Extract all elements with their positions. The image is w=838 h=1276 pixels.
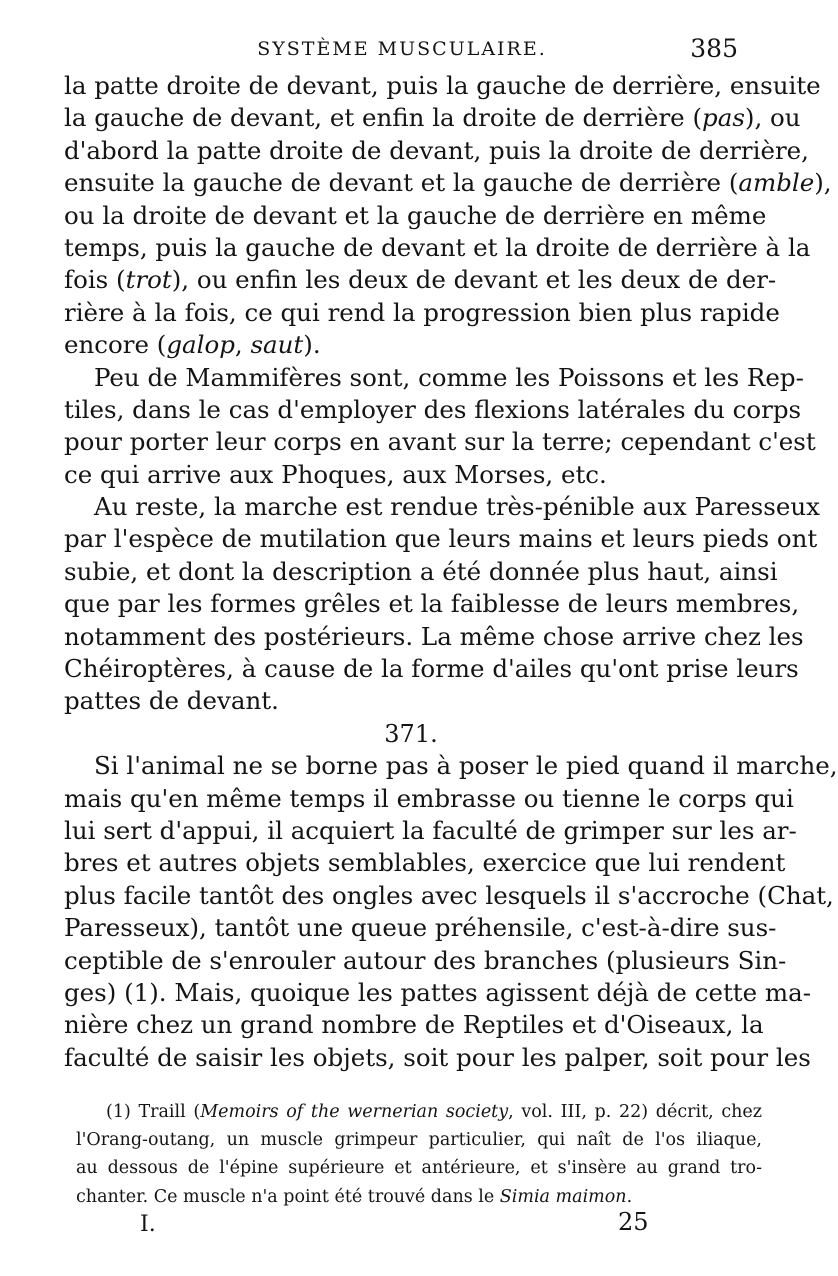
text-line: Au reste, la marche est rendue très-pénible aux Paresseux: [94, 492, 820, 522]
text-line: rière à la fois, ce qui rend la progression bien plus rapide: [64, 297, 780, 327]
page-header: [66, 34, 738, 68]
text-line: par l'espèce de mutilation que leurs mains et leurs pieds ont: [64, 524, 818, 554]
footnote: [76, 1098, 762, 1211]
text-line: notamment des postérieurs. La même chose arrive chez les: [64, 621, 804, 651]
text-line: tiles, dans le cas d'employer des flexions latérales du corps: [64, 394, 802, 424]
footnote-line: chanter. Ce muscle n'a point été trouvé dans le Simia maimon.: [76, 1186, 633, 1207]
text-line: Peu de Mammifères sont, comme les Poissons et les Rep-: [94, 362, 804, 392]
text-line: encore (galop, saut).: [64, 330, 321, 360]
text-line: Si l'animal ne se borne pas à poser le pied quand il marche,: [94, 751, 838, 781]
gait-term-pas: pas: [702, 103, 745, 133]
gait-term-amble: amble: [738, 168, 815, 198]
text-line: plus facile tantôt des ongles avec lesquels il s'accroche (Chat,: [64, 880, 834, 910]
signature-mark: I.: [140, 1212, 156, 1237]
text-line: mais qu'en même temps il embrasse ou tienne le corps qui: [64, 783, 794, 813]
running-title: SYSTÈME MUSCULAIRE.: [257, 38, 547, 60]
gait-term-trot: trot: [125, 265, 172, 295]
text-line: pattes de devant.: [64, 686, 279, 716]
text-line: d'abord la patte droite de devant, puis la droite de derrière,: [64, 135, 809, 165]
text-line: lui sert d'appui, il acquiert la faculté de grimper sur les ar-: [64, 815, 797, 845]
section-number: 371.: [384, 719, 438, 748]
gait-term-saut: saut: [250, 330, 304, 360]
text-line: temps, puis la gauche de devant et la droite de derrière à la: [64, 232, 811, 262]
page-number: 385: [690, 34, 738, 63]
text-line: Paresseux), tantôt une queue préhensile, c'est-à-dire sus-: [64, 913, 777, 943]
gathering-number: 25: [618, 1208, 649, 1236]
text-line: ce qui arrive aux Phoques, aux Morses, etc.: [64, 459, 607, 489]
text-line: Chéiroptères, à cause de la forme d'ailes qu'ont prise leurs: [64, 654, 799, 684]
paragraph-gaits: [64, 70, 832, 362]
text-line: ou la droite de devant et la gauche de derrière en même: [64, 200, 767, 230]
footnote-line: l'Orang-outang, un muscle grimpeur particulier, qui naît de l'os iliaque,: [76, 1130, 762, 1151]
text-line: ensuite la gauche de devant et la gauche de derrière (amble),: [64, 168, 832, 198]
text-line: la patte droite de devant, puis la gauche de derrière, ensuite: [64, 71, 821, 100]
text-line: faculté de saisir les objets, soit pour les palper, soit pour les: [64, 1042, 811, 1072]
text-line: la gauche de devant, et enfin la droite de derrière (pas), ou: [64, 103, 801, 133]
text-line: fois (trot), ou enfin les deux de devant et les deux de der-: [64, 265, 777, 295]
text-line: nière chez un grand nombre de Reptiles et d'Oiseaux, la: [64, 1010, 764, 1040]
footnote-line: (1) Traill (Memoirs of the wernerian society, vol. III, p. 22) décrit, chez: [106, 1102, 762, 1122]
text-line: que par les formes grêles et la faiblesse de leurs membres,: [64, 589, 800, 619]
species-name: Simia maimon: [499, 1186, 627, 1207]
paragraph-lateral-flexion: [64, 362, 816, 492]
text-line: ceptible de s'enrouler autour des branches (plusieurs Sin-: [64, 945, 787, 975]
footnote-citation-title: Memoirs of the wernerian society: [200, 1102, 509, 1122]
text-line: pour porter leur corps en avant sur la terre; cependant c'est: [64, 427, 816, 457]
text-line: ges) (1). Mais, quoique les pattes agissent déjà de cette ma-: [64, 977, 812, 1007]
gait-term-galop: galop: [166, 330, 235, 360]
text-line: bres et autres objets semblables, exercice que lui rendent: [64, 848, 786, 878]
footnote-line: au dessous de l'épine supérieure et antérieure, et s'insère au grand tro-: [76, 1158, 762, 1179]
paragraph-sloths: [64, 491, 820, 718]
text-line: subie, et dont la description a été donnée plus haut, ainsi: [64, 556, 778, 586]
paragraph-climbing: [64, 750, 838, 1074]
body-text: [64, 70, 838, 1074]
